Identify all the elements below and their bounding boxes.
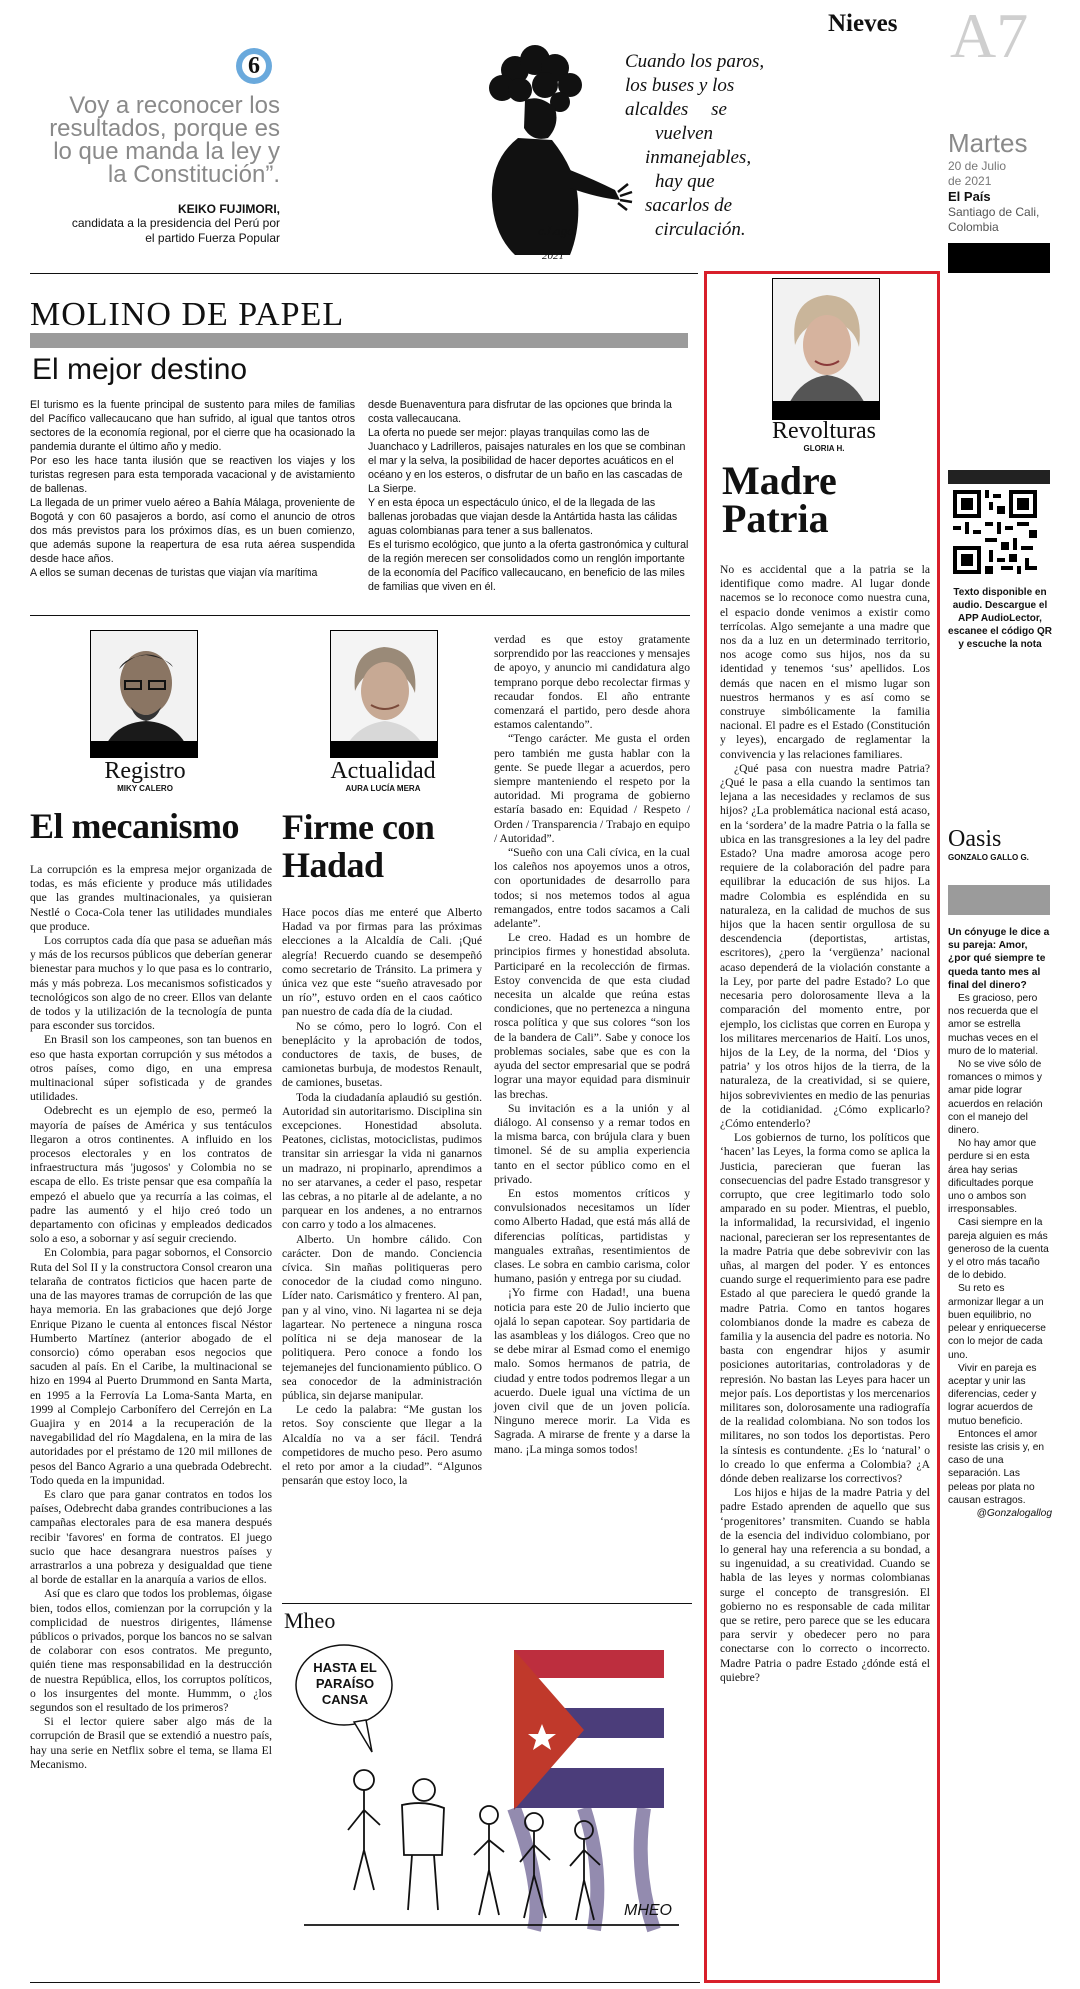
mheo-cartoon <box>284 1640 690 1940</box>
revolturas-headline <box>722 458 837 541</box>
date-day: Martes <box>948 128 1028 158</box>
registro-paragraph: En Colombia, para pagar sobornos, el Consorcio Ruta del Sol II y la constructora Consol crearon una telaraña de contratos ficticios que hacen parte de una de las mayores tramas de corrupción de las que haya memoria. En las grabaciones que dejó Jorge Enrique Pizano le cuenta al entonces fiscal Néstor Humberto Martínez (anterior abogado de el consorcio) cómo operaban esos negocios que sacuden al país. En el Caribe, la multinacional se hizo en 1994 al Puerto Drummond en Santa Marta, en 1995 a la Ferrovía La Loma-Santa Marta, en 1999 al Complejo Carbonífero del Cerrejón en La Guajira y en 2014 a la recuperación de la navegabilidad del río Magdalena, en la mira de las autoridades por el préstamo de 120 mil millones de pesos del Banco Agrario a una quebrada Odebrecht. Todo queda en la impunidad. <box>30 1246 272 1487</box>
cartoon-caption-line: alcaldes <box>625 99 689 120</box>
registro-photo <box>90 630 198 758</box>
oasis-paragraph: No se vive sólo de romances o mimos y amar pide lograr acuerdos en relación con el manejo del dinero. <box>948 1059 1043 1137</box>
actualidad-paragraph: Hace pocos días me enteré que Alberto Hadad va por firmas para las próximas elecciones a la Alcaldía de Cali. ¡Qué alegría! Recuerdo cuando se desempeñó como secretario de Tránsito. La primera y única vez que este “sueño atravesado por un río”, estuvo orden en el caos caótico pan nuestro de cada día de la ciudad. <box>282 906 482 1019</box>
actualidad-paragraph: Le creo. Hadad es un hombre de principios firmes y honestidad absoluta. Participaré en la recolección de firmas. Estoy convencida de que esta ciudad necesita un alcalde que reúna estas condiciones, que no pertenezca a ninguna rosca política y que sus colores “son los de la bandera de Cali”. Sabe y conoce los problemas sociales, sabe que es con la ayuda del sector empresarial que se podrá lograr una mayor equidad para disminuir las brechas. <box>494 931 690 1101</box>
oasis-lead: Un cónyuge le dice a su pareja: Amor, ¿por qué siempre te queda tanto mes al final del dinero? <box>948 927 1050 991</box>
molino-divider <box>30 615 690 616</box>
registro-body <box>30 863 272 1772</box>
actualidad-paragraph: En estos momentos críticos y convulsionados necesitamos un líder como Alberto Hadad, que está más allá de diferencias políticas, partidistas y manguales extrañas, resentimientos de clases. Le sobra en cambio carisma, color humano, pasión y entrega por su ciudad. <box>494 1186 690 1286</box>
molino-section-title: MOLINO DE PAPEL <box>30 296 345 333</box>
oasis-paragraph: Entonces el amor resiste las crisis y, en caso de una separación. Las peleas por plata no causan estragos. <box>948 1428 1045 1506</box>
cartoon-caption-line: inmanejables, <box>645 147 752 168</box>
author-photo-miky <box>91 631 197 757</box>
actualidad-paragraph: ¡Yo firme con Hadad!, una buena noticia para este 20 de Julio incierto que ojalá lo sepan capotear. Soy partidaria de las asambleas y los diálogos. Creo que no se debe mirar al Esmad como el enemigo malo. Somos hermanos de patria, de ciudad y entre todos podremos llegar a un acuerdo. Duele igual una víctima de un joven civil que de un joven policía. Ninguno merece morir. La Vida es Sagrada. A mirarse de frente y a darse la mano. ¡La minga somos todos! <box>494 1286 690 1456</box>
molino-paragraph: La llegada de un primer vuelo aéreo a Bahía Málaga, proveniente de Bogotá y con 60 pasajeros a bordo, así como el anuncio de otros dos más previstos para los próximos días, es un buen comienzo, que además supone la reapertura de esa ruta aérea suspendida desde hace años. <box>30 497 355 565</box>
registro-paragraph: En Brasil son los campeones, son tan buenos en eso que hasta exportan corrupción y sus métodos a otros países, como digo, en una empresa multinacional súper sofisticada y de grandes utilidades. <box>30 1033 272 1104</box>
mheo-label: Mheo <box>284 1608 336 1633</box>
date-full: 20 de Julio <box>948 159 1007 173</box>
sidebar-top-bar <box>948 470 1050 484</box>
oasis-body <box>948 926 1052 1520</box>
molino-paragraph: Por eso les hace tanta ilusión que se reactiven los viajes y los turistas regresen para esta temporada vacacional y de avistamiento de ballenas. <box>30 455 355 495</box>
actualidad-paragraph: “Tengo carácter. Me gusta el orden pero también me gusta hablar con la gente. Se puede llegar a acuerdos, pero siempre manteniendo el respeto por la autoridad. Mi programa de gobierno estaría basado en: Equidad / Respeto / Orden / Transparencia / Trabajo en equipo / Autoridad”. <box>494 732 690 845</box>
oasis-paragraph: No hay amor que perdure si en esta área hay serias dificultades porque uno o ambos son irresponsables. <box>948 1138 1037 1216</box>
actualidad-column-name: Actualidad <box>330 758 436 784</box>
molino-paragraph: Es el turismo ecológico, que junto a la oferta gastronómica y cultural de la región merecen ser consolidados como un renglón importante de la economía del Pacífico vallecaucano, en beneficio de las miles de familias que viven en él. <box>368 539 689 593</box>
cartoon-signature: c.Lago <box>538 223 574 238</box>
mheo-speech <box>306 1660 384 1708</box>
footer-divider <box>30 1982 700 1983</box>
actualidad-photo <box>330 630 438 758</box>
revolturas-paragraph: No es accidental que a la patria se la identifique como madre. Al lugar donde nacemos se lo reconoce como nuestra cuna, el espacio donde venimos a existir como terrícolas. Algo semejante a una madre que nos da a luz en un determinado territorio, nos acoge como sus hijos, nos da su identidad y tenemos ‘sus’ apellidos. Los demás que nacen en el mismo lugar son nuestros hermanos y es así como se construye simbólicamente la familia nacional. El padre es el Estado (Constitución y leyes), encargado de reglamentar la convivencia y las relaciones familiares. <box>720 563 930 761</box>
quote-author: KEIKO FUJIMORI, <box>177 202 280 216</box>
oasis-title: Oasis <box>948 826 1002 852</box>
registro-paragraph: La corrupción es la empresa mejor organizada de todas, es más eficiente y produce más utilidades que las grandes multinacionales, ya quisieran Nestlé o Coca-Cola tener las utilidades mundiales que produce. <box>30 863 272 933</box>
actualidad-author: AURA LUCÍA MERA <box>345 784 421 793</box>
qr-caption: Texto disponible en audio. Descargue el APP AudioLector, escanee el código QR y escuche la nota <box>948 587 1052 650</box>
mheo-speech-line: HASTA EL <box>313 1660 377 1675</box>
header-black-bar <box>948 243 1050 273</box>
registro-headline: El mecanismo <box>30 806 239 846</box>
quote-author-desc: candidata a la presidencia del Perú por el partido Fuerza Popular <box>71 216 280 245</box>
cartoon-caption-line: vuelven <box>655 123 714 144</box>
date-year: de 2021 <box>948 174 992 188</box>
author-photo-gloria <box>773 279 879 419</box>
revolturas-author: GLORIA H. <box>803 444 845 453</box>
molino-paragraph: Y en esta época un espectáculo único, el de la llegada de las ballenas jorobadas que viajan desde la Antártida hasta las cálidas aguas colombianas para tener a sus ballenatos. <box>368 497 678 537</box>
cartoon-year: 2021 <box>542 250 564 262</box>
cartoon-caption-line: hay que <box>655 171 715 192</box>
revolturas-paragraph: Los hijos e hijas de la madre Patria y del padre Estado aprenden de aquello que sus ‘progenitores’ transmiten. Cuando se habla de la esencia del individuo colombiano, por lo general hay una referencia a su bondad, a su ingenuidad, a su creatividad. Cuando se habla de las leyes y normas colombianas surge el concepto de transgresión. El gobierno no es responsable de cada militar que se retire, pero parece que se les educara para servir y obedecer pero no para conectarse con lo correcto o incorrecto. Madre Patria o padre Estado ¿dónde está el quiebre? <box>720 1486 930 1684</box>
actualidad-paragraph: Alberto. Un hombre cálido. Con carácter. Don de mando. Conciencia cívica. Sin mañas politiqueras pero conocedor de la ciudad como ninguno. Líder nato. Carismático y frentero. Al pan, pan y al vino, vino. Ni lagartea ni se deja lagartear. No pertenece a ninguna rosca política ni se deja manosear de la politiquera. Pero conoce a fondo los tejemanejes del funcionamiento público. O sea conocedor de la administración pública, sin dejarse manipular. <box>282 1232 482 1402</box>
qr-code-icon <box>953 490 1037 574</box>
registro-paragraph: Odebrecht es un ejemplo de eso, permeó la mayoría de países de América y sus tentáculos llegaron a otros continentes. A influido en los procesos electorales y en los contratos de infraestructura más 'jugosos' y Colombia no se escapa de ello. Es triste pensar que esa compañía la empezó el abuelo que ya recurría a las coimas, el padre las aumentó y el hijo creó todo un departamento con oficinas y empleados dedicados solo a eso, a sobornar y así seguir creciendo. <box>30 1104 272 1246</box>
registro-paragraph: Los corruptos cada día que pasa se adueñan más y más de los recursos públicos que deberían generar bienestar para muchos y lo que pasa es lo contrario, más y más pobreza. Los mecanismos sofisticados y tecnológicos son algo de no creer. Ellos van delante de todos y la utilización de la tecnología de punta para esconder sus torcidos. <box>30 934 272 1033</box>
actualidad-paragraph: Su invitación es a la unión y al diálogo. Al consenso y a remar todos en la misma barca, con brújula clara y buen timonel. Sé de su amplia experiencia tanto en el sector público como en el privado. <box>494 1101 690 1186</box>
actualidad-paragraph: Toda la ciudadanía aplaudió su gestión. Autoridad sin autoritarismo. Disciplina sin excepciones. Honestidad absoluta. Peatones, ciclistas, motociclistas, pudimos transitar sin arriesgar la vida ni ganarnos un madrazo, ni propinarlo, aprendimos a no ser atarvanes, a ceder el paso, respetar las cebras, a no pitarle al de adelante, a no parquear en los andenes, a no entrarnos con carro y todo a los almacenes. <box>282 1090 482 1232</box>
revolturas-column-name: Revolturas <box>772 418 876 444</box>
oasis-gray-bar <box>948 885 1050 915</box>
actualidad-paragraph: No se cómo, pero lo logró. Con el beneplácito y la aprobación de todos, conductores de taxis, de buses, de camionetas burbuja, de modestos Renault, de camiones, busetas. <box>282 1019 482 1090</box>
molino-col1 <box>30 398 355 580</box>
mheo-divider <box>282 1603 692 1604</box>
revolturas-headline-line: Patria <box>722 496 829 541</box>
section-name: Nieves <box>828 10 898 37</box>
registro-paragraph: Si el lector quiere saber algo más de la corrupción de Brasil que se extendió a nuestro país, hay una serie en Netflix sobre el tema, se llama El Mecanismo. <box>30 1715 272 1771</box>
cartoon-caption-line: se <box>711 99 727 120</box>
actualidad-body-col1 <box>282 906 482 1488</box>
page-number: A7 <box>950 0 1029 71</box>
qr-code[interactable] <box>953 490 1037 574</box>
registro-paragraph: Así que es claro que todos los problemas, óigase bien, todos ellos, comienzan por la corrupción y la complicidad de nuestros dirigentes, llámense públicos o privados, porque los bancos no se salvan de colaborar con esos contratos. Me pregunto, quién tiene mas responsabilidad en la destrucción de nuestra República, ellos, los corruptos políticos, o los insurgentes del monte. Hummm, o ¿los segundos son el resultado de los primeros? <box>30 1587 272 1714</box>
cartoon-caption-line: sacarlos de <box>645 195 733 216</box>
actualidad-paragraph: verdad es que estoy gratamente sorprendido por las reacciones y mensajes de apoyo, y anuncio mi candidatura algo temprano porque debo recolectar firmas y recaudar fondos. El año entrante comenzará el partido, pero desde ahora estamos calentando”. <box>494 633 690 732</box>
oasis-paragraph: Vivir en pareja es aceptar y unir las diferencias, ceder y lograr acuerdos de mutuo beneficio. <box>948 1362 1037 1427</box>
oasis-handle[interactable]: @Gonzalogallog <box>976 1507 1052 1519</box>
molino-paragraph: A ellos se suman decenas de turistas que viajan vía marítima <box>30 567 318 579</box>
location: Santiago de Cali, Colombia <box>948 205 1040 234</box>
molino-paragraph: desde Buenaventura para disfrutar de las opciones que brinda la costa vallecaucana. <box>368 399 672 425</box>
header-divider <box>30 273 698 274</box>
quote-block <box>30 50 280 246</box>
molino-paragraph: La oferta no puede ser mejor: playas tranquilas como las de Juanchaco y Ladrilleros, paisajes naturales en los que se combinan el mar y la selva, la posibilidad de hacer deportes acuáticos en el océano y en los esteros, o disfrutar de un baño en las cascadas de La Sierpe. <box>368 427 686 495</box>
quote-icon: 6 <box>236 48 272 84</box>
revolturas-paragraph: ¿Qué pasa con nuestra madre Patria? ¿Qué le pasa a ella cuando la sentimos tan lejana a las necesidades y reclamos de sus hijos? ¿La problemática nacional está acaso, en la ‘sordera’ de la madre Patria o la falla se ubica en las transgresiones a la ley del padre Estado? Una madre amorosa acoge pero requiere de la colaboración del padre para equilibrar la educación de sus hijos. La madre Colombia es espléndida en su naturaleza, en la calidad de muchos de sus hijos que la hacen sentir orgullosa de su descendencia (deportistas, artistas, escritores), ¿pero la ‘vergüenza’ nacional acaso dependerá de la violación constante a la Ley, por parte del padre Estado? Lo que necesaria pero dolorosamente lleva a la comparación del momento entre, por ejemplo, los ciclistas que corren en Europa y los militares mercenarios de Haití. Los unos, hijos de la Ley, de la norma, del ‘Dios y patria’ y los otros hijos de la tierra, de la naturaleza, de la creatividad, si se quiere, hijos sobrevivientes en medio de las penurias de la cotidianidad. ¿Cómo explicarlo? ¿Cómo entenderlo? <box>720 761 930 1130</box>
author-photo-aura <box>331 631 437 757</box>
actualidad-headline: Firme con Hadad <box>282 807 435 885</box>
molino-col2 <box>368 398 690 594</box>
mheo-speech-line: CANSA <box>321 1692 369 1707</box>
molino-paragraph: El turismo es la fuente principal de sustento para miles de familias del Pacífico vallecaucano que han sufrido, al igual que tantos otros sectores de la economía regional, por el cierre que ha ocasionado la pandemia durante el último año y medio. <box>30 399 355 453</box>
registro-paragraph: Es claro que para ganar contratos en todos los países, Odebrecht daba grandes contribuciones a las campañas electorales para de esa manera después recibir 'favores' en forma de contratos. El juego sucio que hace desangrara nuestros países y arrastrarlos a una pobreza y desigualdad que tiene al borde de estallar en la anarquía a varios de ellos. <box>30 1487 272 1587</box>
oasis-paragraph: Casi siempre en la pareja alguien es más generoso de la cuenta y el otro más tacaño de lo debido. <box>948 1217 1049 1282</box>
revolturas-body <box>720 563 930 1685</box>
date-block <box>948 128 1078 235</box>
actualidad-paragraph: “Sueño con una Cali cívica, en la cual los caleños nos apoyemos unos a otros, con oportunidades de desarrollo para todos; si nos metemos todos al agua remangados, entre todos sacamos a Cali adelante”. <box>494 846 690 931</box>
header-cartoon <box>420 30 800 270</box>
cartoon-caption-line: circulación. <box>655 219 746 240</box>
mheo-speech-line: PARAÍSO <box>315 1676 375 1691</box>
cartoon-caption <box>625 50 795 242</box>
mheo-signature: MHEO <box>624 1902 672 1919</box>
molino-headline: El mejor destino <box>32 353 248 386</box>
revolturas-photo <box>772 278 880 420</box>
oasis-paragraph: Su reto es armonizar llegar a un buen equilibrio, no pelear y enriquecerse con lo mejor de cada uno. <box>948 1283 1046 1361</box>
actualidad-body-col2 <box>494 633 690 1457</box>
registro-author: MIKY CALERO <box>117 784 173 793</box>
revolturas-paragraph: Los gobiernos de turno, los políticos que ‘hacen’ las Leyes, la forma como se aplica la Justicia, parecieran que fueran las consecuencias del padre Estado transgresor y corrupto, que cree legitimarlo todo solo amparado en su poder. Mientras, el pueblo, la informalidad, la recursividad, el ingenio nacional, parecieran ser los representantes de la madre Patria que debe sobrevivir con las uñas, al margen del poder. Y es entonces cuando surge el requerimiento para ese padre Estado al que pareciera le quedó grande la madre Patria. Como en tantos hogares colombianos donde la madre es cabeza de familia y la ausencia del padre es notoria. No basta con engendrar hijos y asumir posiciones autoritarias, controladoras y de represión. No bastan las Leyes para hacer un mejor país. Los deportistas y los mercenarios militares son, dolorosamente una radiografía de la realidad colombiana. No son todos los militares, no son todos los deportistas. Pero la síntesis es contundente. ¿Es lo ‘natural’ o lo creado lo que enferma a Colombia? ¿A dónde deben realizarse los correctivos? <box>720 1131 930 1485</box>
registro-column-name: Registro <box>104 758 186 784</box>
paper-name: El País <box>948 189 991 204</box>
actualidad-paragraph: Le cedo la palabra: “Me gustan los retos. Soy consciente que llegar a la Alcaldía no va a ser fácil. Tendrá competidores de mucho peso. Pero asumo el reto por amor a la ciudad”. “Algunos pensarán que estoy loco, la <box>282 1403 482 1488</box>
oasis-author: GONZALO GALLO G. <box>948 853 1029 862</box>
oasis-paragraph: Es gracioso, pero nos recuerda que el amor se estrella muchas veces en el muro de lo material. <box>948 993 1039 1057</box>
molino-gray-bar <box>30 333 688 348</box>
cartoon-caption-line: los buses y los <box>625 75 735 96</box>
revolturas-headline-line: Madre <box>722 458 837 503</box>
cartoon-caption-line: Cuando los paros, <box>625 51 765 72</box>
quote-text: Voy a reconocer los resultados, porque es lo que manda la ley y la Constitución”. <box>49 92 280 188</box>
